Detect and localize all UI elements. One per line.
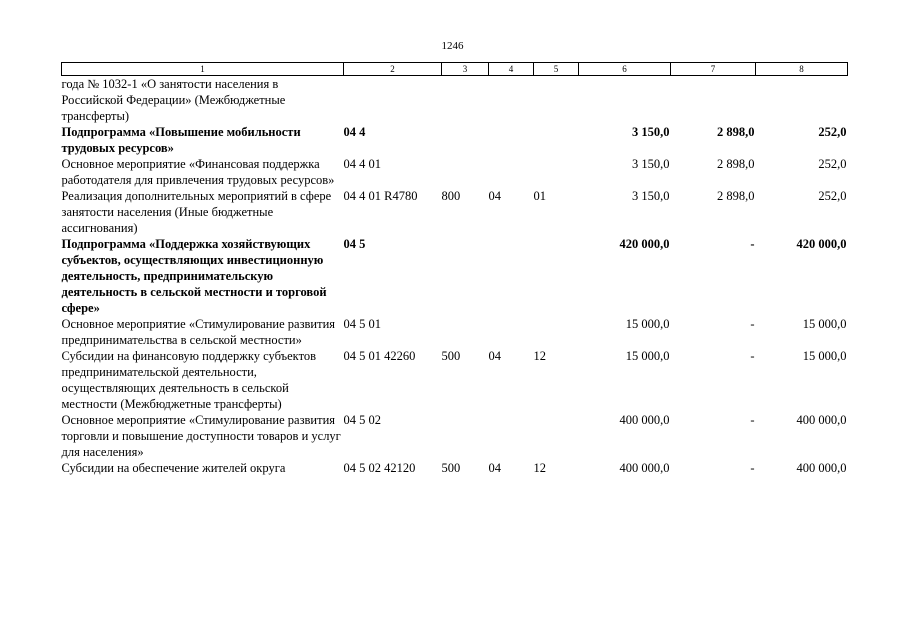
row-code bbox=[344, 76, 442, 125]
row-col7: - bbox=[750, 237, 755, 251]
row-col8: 252,0 bbox=[818, 189, 847, 203]
row-section: 04 bbox=[488, 189, 501, 203]
row-col8: 400 000,0 bbox=[796, 413, 847, 427]
table-row bbox=[62, 460, 848, 476]
row-expense-type bbox=[442, 76, 489, 125]
row-section bbox=[489, 412, 534, 460]
row-subsection bbox=[534, 124, 579, 156]
row-name: Основное мероприятие «Стимулирование развития предпринимательства в сельской местности» bbox=[61, 317, 336, 347]
header-col-8: 8 bbox=[756, 63, 848, 76]
row-total: 400 000,0 bbox=[619, 461, 670, 475]
row-subsection bbox=[534, 76, 579, 125]
row-subsection bbox=[534, 412, 579, 460]
row-name: Субсидии на обеспечение жителей округа bbox=[61, 461, 286, 475]
row-section bbox=[489, 76, 534, 125]
row-code: 04 5 bbox=[343, 237, 366, 251]
table-row bbox=[62, 236, 848, 316]
row-section bbox=[489, 124, 534, 156]
row-subsection: 12 bbox=[533, 349, 546, 363]
row-expense-type: 800 bbox=[441, 189, 461, 203]
row-name: Основное мероприятие «Финансовая поддержка работодателя для привлечения трудовых ресурсов» bbox=[61, 157, 335, 187]
table-row bbox=[62, 188, 848, 236]
row-name: года № 1032-1 «О занятости населения в Российской Федерации» (Межбюджетные трансферты) bbox=[61, 77, 286, 123]
row-total bbox=[579, 76, 671, 125]
row-code: 04 4 01 bbox=[343, 157, 381, 171]
row-col8: 15 000,0 bbox=[802, 317, 847, 331]
row-col8 bbox=[756, 76, 848, 125]
header-col-4: 4 bbox=[489, 63, 534, 76]
header-col-1: 1 bbox=[62, 63, 344, 76]
row-total: 420 000,0 bbox=[619, 237, 670, 251]
table-row bbox=[62, 156, 848, 188]
row-subsection: 01 bbox=[533, 189, 546, 203]
row-col8: 252,0 bbox=[818, 125, 847, 139]
row-code: 04 5 01 bbox=[343, 317, 381, 331]
table-row bbox=[62, 412, 848, 460]
row-name: Подпрограмма «Повышение мобильности трудовых ресурсов» bbox=[61, 125, 301, 155]
row-col8: 252,0 bbox=[818, 157, 847, 171]
header-col-6: 6 bbox=[579, 63, 671, 76]
row-code: 04 5 02 bbox=[343, 413, 381, 427]
row-subsection: 12 bbox=[533, 461, 546, 475]
row-col7: - bbox=[750, 461, 755, 475]
row-section: 04 bbox=[488, 349, 501, 363]
table-row bbox=[62, 316, 848, 348]
row-col7: 2 898,0 bbox=[717, 157, 755, 171]
row-subsection bbox=[534, 156, 579, 188]
table-row bbox=[62, 76, 848, 125]
row-code: 04 5 02 42120 bbox=[343, 461, 416, 475]
row-expense-type bbox=[442, 316, 489, 348]
row-col7 bbox=[671, 76, 756, 125]
header-col-2: 2 bbox=[344, 63, 442, 76]
row-col8: 420 000,0 bbox=[796, 237, 847, 251]
row-total: 400 000,0 bbox=[619, 413, 670, 427]
header-col-3: 3 bbox=[442, 63, 489, 76]
table-row bbox=[62, 124, 848, 156]
row-expense-type bbox=[442, 124, 489, 156]
header-col-7: 7 bbox=[671, 63, 756, 76]
row-subsection bbox=[534, 316, 579, 348]
row-code: 04 4 01 R4780 bbox=[343, 189, 418, 203]
row-expense-type: 500 bbox=[441, 349, 461, 363]
row-name: Субсидии на финансовую поддержку субъектов предпринимательской деятельности, осуществляющих деятельность в сельской местности (Межбюджетные трансферты) bbox=[61, 349, 317, 411]
row-total: 3 150,0 bbox=[632, 125, 670, 139]
row-expense-type bbox=[442, 412, 489, 460]
row-section: 04 bbox=[488, 461, 501, 475]
row-expense-type bbox=[442, 156, 489, 188]
row-expense-type bbox=[442, 236, 489, 316]
row-name: Подпрограмма «Поддержка хозяйствующих субъектов, осуществляющих инвестиционную деятельность, предпринимательскую деятельность в сельской местности и торговой сфере» bbox=[61, 237, 327, 315]
row-total: 15 000,0 bbox=[625, 317, 670, 331]
row-section bbox=[489, 316, 534, 348]
row-total: 3 150,0 bbox=[632, 157, 670, 171]
row-col7: 2 898,0 bbox=[717, 189, 755, 203]
row-total: 3 150,0 bbox=[632, 189, 670, 203]
row-name: Реализация дополнительных мероприятий в сфере занятости населения (Иные бюджетные ассигнования) bbox=[61, 189, 332, 235]
row-col8: 400 000,0 bbox=[796, 461, 847, 475]
row-expense-type: 500 bbox=[441, 461, 461, 475]
budget-table bbox=[61, 62, 848, 476]
row-total: 15 000,0 bbox=[625, 349, 670, 363]
row-subsection bbox=[534, 236, 579, 316]
row-section bbox=[489, 156, 534, 188]
row-col7: - bbox=[750, 317, 755, 331]
row-section bbox=[489, 236, 534, 316]
header-row bbox=[62, 63, 848, 76]
page-number: 1246 bbox=[441, 40, 464, 52]
row-name: Основное мероприятие «Стимулирование развития торговли и повышение доступности товаров и услуг для населения» bbox=[61, 413, 341, 459]
row-code: 04 5 01 42260 bbox=[343, 349, 416, 363]
header-col-5: 5 bbox=[534, 63, 579, 76]
row-col7: - bbox=[750, 349, 755, 363]
row-col8: 15 000,0 bbox=[802, 349, 847, 363]
row-col7: 2 898,0 bbox=[717, 125, 755, 139]
table-row bbox=[62, 348, 848, 412]
row-code: 04 4 bbox=[343, 125, 366, 139]
row-col7: - bbox=[750, 413, 755, 427]
